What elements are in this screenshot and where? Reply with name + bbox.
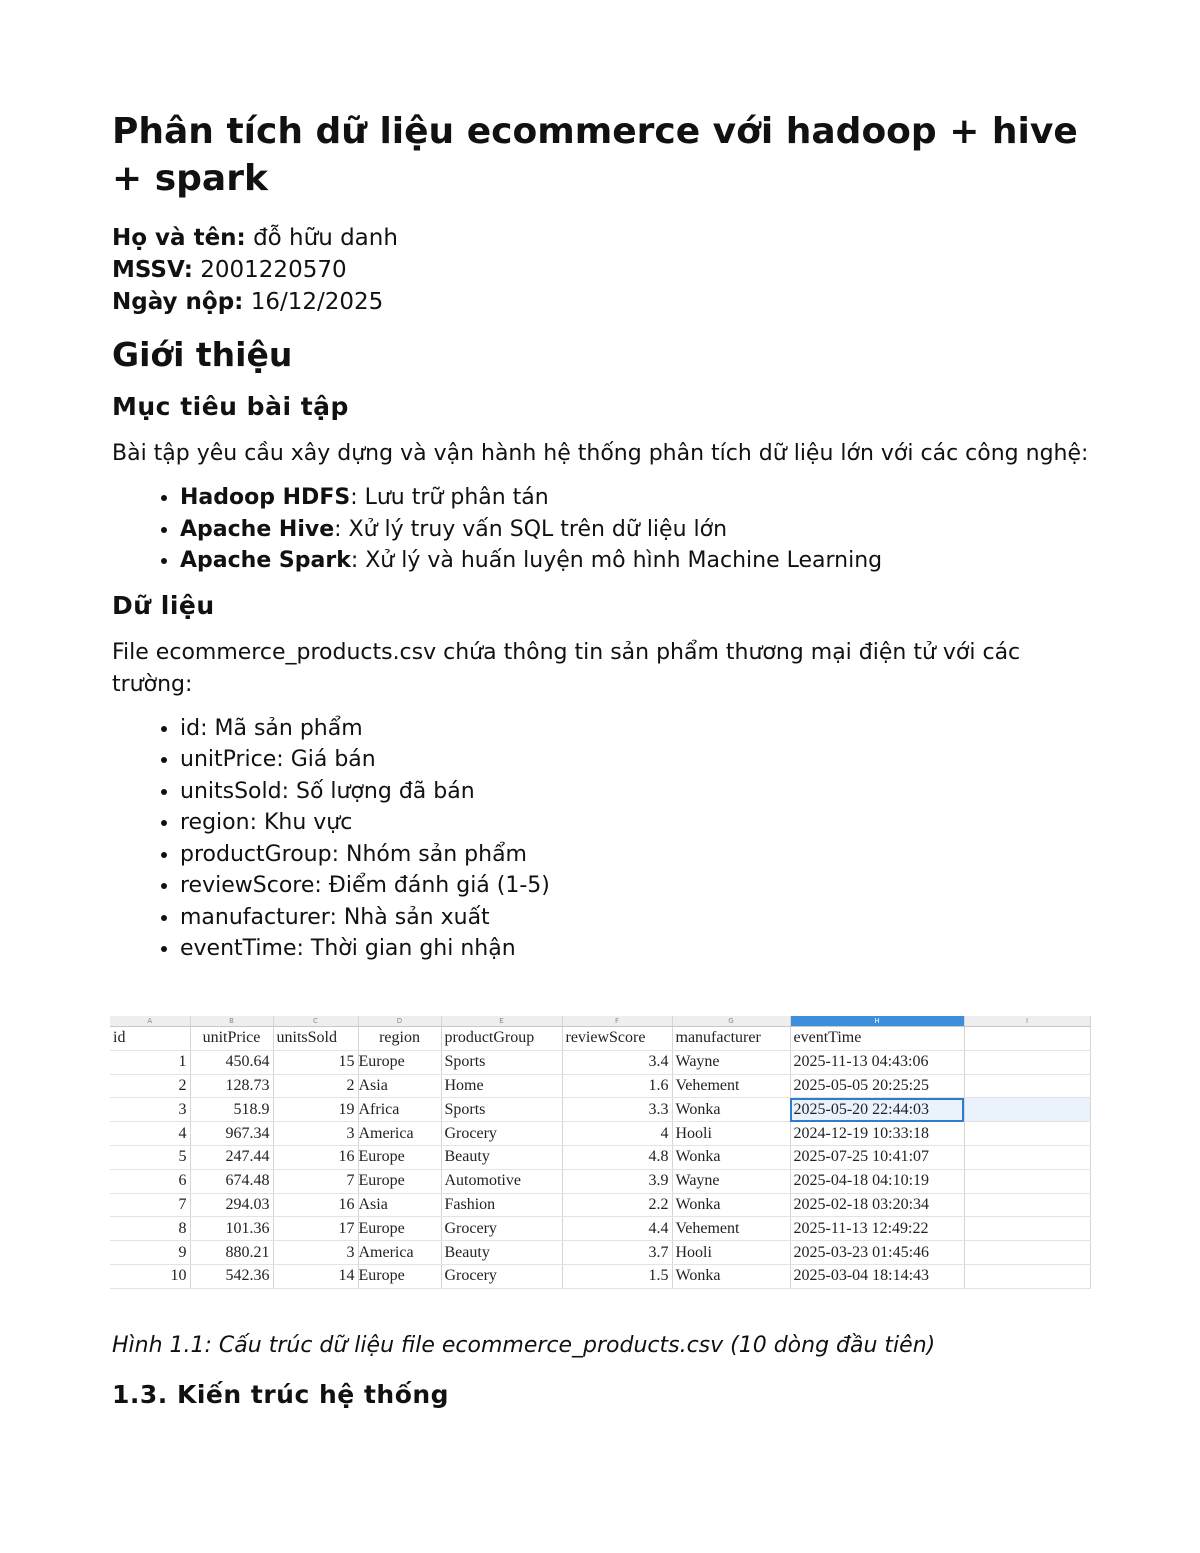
table-cell: Grocery (441, 1264, 562, 1288)
table-cell: 2025-03-04 18:14:43 (790, 1264, 964, 1288)
table-cell: 2.2 (562, 1193, 672, 1217)
data-text: File ecommerce_products.csv chứa thông tin sản phẩm thương mại điện tử với các trường: (112, 639, 1021, 697)
table-cell: 10 (110, 1264, 190, 1288)
table-cell: 3 (273, 1122, 358, 1146)
table-cell: Wonka (672, 1264, 790, 1288)
table-cell: 1.5 (562, 1264, 672, 1288)
table-cell: 16 (273, 1193, 358, 1217)
column-header: region (358, 1027, 441, 1051)
list-item: • region: Khu vực (180, 807, 1092, 839)
tech-desc: : Xử lý và huấn luyện mô hình Machine Learning (350, 548, 883, 573)
column-letter: A (110, 1016, 190, 1027)
table-body (110, 1050, 1090, 1288)
empty-cell (964, 1217, 1090, 1241)
empty-cell (964, 1193, 1090, 1217)
table-row (110, 1074, 1090, 1098)
document-content (112, 108, 1092, 965)
table-cell: Asia (358, 1074, 441, 1098)
column-letter: H (790, 1016, 964, 1027)
column-header: productGroup (441, 1027, 562, 1051)
table-cell: 9 (110, 1241, 190, 1265)
table-cell: Europe (358, 1050, 441, 1074)
list-item: • eventTime: Thời gian ghi nhận (180, 933, 1092, 965)
table-cell: 450.64 (190, 1050, 273, 1074)
column-header: id (110, 1027, 190, 1051)
table-row (110, 1169, 1090, 1193)
table-cell: 2025-07-25 10:41:07 (790, 1145, 964, 1169)
table-cell: 3 (110, 1098, 190, 1122)
tech-name: Apache Spark (180, 548, 351, 573)
data-table (110, 1016, 1091, 1289)
table-cell: Europe (358, 1217, 441, 1241)
empty-cell (964, 1098, 1090, 1122)
column-header: reviewScore (562, 1027, 672, 1051)
list-item (180, 545, 1092, 577)
table-cell: 967.34 (190, 1122, 273, 1146)
table-cell: Wonka (672, 1145, 790, 1169)
empty-cell (964, 1050, 1090, 1074)
table-cell: 4.8 (562, 1145, 672, 1169)
column-letter: D (358, 1016, 441, 1027)
table-cell: Wayne (672, 1169, 790, 1193)
table-cell: 4.4 (562, 1217, 672, 1241)
column-letter: E (441, 1016, 562, 1027)
meta-date (112, 286, 1092, 318)
table-cell: Fashion (441, 1193, 562, 1217)
column-header: manufacturer (672, 1027, 790, 1051)
empty-cell (964, 1241, 1090, 1265)
list-item: • unitPrice: Giá bán (180, 744, 1092, 776)
meta-value: đỗ hữu danh (253, 225, 398, 251)
table-row (110, 1050, 1090, 1074)
column-letter: G (672, 1016, 790, 1027)
table-cell: Home (441, 1074, 562, 1098)
table-cell: 880.21 (190, 1241, 273, 1265)
list-item: • reviewScore: Điểm đánh giá (1-5) (180, 870, 1092, 902)
section-heading-1-3: 1.3. Kiến trúc hệ thống (112, 1380, 450, 1409)
table-cell: 518.9 (190, 1098, 273, 1122)
table-cell: Africa (358, 1098, 441, 1122)
list-item: • id: Mã sản phẩm (180, 713, 1092, 745)
table-cell: Europe (358, 1264, 441, 1288)
table-cell: 5 (110, 1145, 190, 1169)
table-cell: 542.36 (190, 1264, 273, 1288)
table-cell: Wonka (672, 1098, 790, 1122)
table-cell: 2024-12-19 10:33:18 (790, 1122, 964, 1146)
header-row (110, 1027, 1090, 1051)
table-cell: 1.6 (562, 1074, 672, 1098)
meta-id (112, 254, 1092, 286)
table-cell: Hooli (672, 1241, 790, 1265)
column-header: unitsSold (273, 1027, 358, 1051)
table-cell: Asia (358, 1193, 441, 1217)
student-info (112, 222, 1092, 318)
table-cell: 6 (110, 1169, 190, 1193)
table-cell: 8 (110, 1217, 190, 1241)
empty-cell (964, 1264, 1090, 1288)
meta-name (112, 222, 1092, 254)
tech-name: Apache Hive (180, 516, 335, 542)
meta-label: MSSV: (112, 257, 193, 283)
table-cell: 247.44 (190, 1145, 273, 1169)
table-cell: Beauty (441, 1145, 562, 1169)
empty-cell (964, 1145, 1090, 1169)
table-row (110, 1217, 1090, 1241)
empty-cell (964, 1027, 1090, 1051)
empty-cell (964, 1074, 1090, 1098)
column-header: unitPrice (190, 1027, 273, 1051)
table-cell: Vehement (672, 1074, 790, 1098)
table-cell: Vehement (672, 1217, 790, 1241)
table-cell: 3.9 (562, 1169, 672, 1193)
table-cell: 17 (273, 1217, 358, 1241)
goal-text: Bài tập yêu cầu xây dựng và vận hành hệ thống phân tích dữ liệu lớn với các công nghệ: (112, 441, 1089, 466)
data-heading: Dữ liệu (112, 590, 215, 620)
field-list (112, 713, 1092, 965)
table-cell: 101.36 (190, 1217, 273, 1241)
meta-label: Ngày nộp: (112, 289, 244, 315)
table-cell: Europe (358, 1169, 441, 1193)
table-row (110, 1264, 1090, 1288)
table-cell: 2025-11-13 04:43:06 (790, 1050, 964, 1074)
table-cell: America (358, 1241, 441, 1265)
table-row (110, 1193, 1090, 1217)
table-cell: 2025-02-18 03:20:34 (790, 1193, 964, 1217)
table-cell: 16 (273, 1145, 358, 1169)
table-row (110, 1122, 1090, 1146)
table-cell: Sports (441, 1098, 562, 1122)
table-row (110, 1145, 1090, 1169)
table-cell: Hooli (672, 1122, 790, 1146)
table-cell: Europe (358, 1145, 441, 1169)
intro-heading: Giới thiệu (112, 335, 293, 374)
tech-desc: : Xử lý truy vấn SQL trên dữ liệu lớn (334, 516, 728, 542)
table-cell: Grocery (441, 1122, 562, 1146)
column-letter: C (273, 1016, 358, 1027)
table-cell: 2025-05-05 20:25:25 (790, 1074, 964, 1098)
table-cell: Wonka (672, 1193, 790, 1217)
empty-cell (964, 1122, 1090, 1146)
table-cell: Beauty (441, 1241, 562, 1265)
document-title: Phân tích dữ liệu ecommerce với hadoop + hive + spark (112, 111, 1078, 199)
table-cell: America (358, 1122, 441, 1146)
meta-value: 2001220570 (200, 257, 347, 283)
table-cell: 2025-03-23 01:45:46 (790, 1241, 964, 1265)
tech-list (112, 482, 1092, 577)
table-row (110, 1098, 1090, 1122)
empty-cell (964, 1169, 1090, 1193)
column-header: eventTime (790, 1027, 964, 1051)
column-letter: B (190, 1016, 273, 1027)
table-cell: Grocery (441, 1217, 562, 1241)
table-cell: 7 (273, 1169, 358, 1193)
table-cell: 4 (562, 1122, 672, 1146)
column-letter: F (562, 1016, 672, 1027)
list-item (180, 514, 1092, 546)
table-cell: 2025-05-20 22:44:03 (790, 1098, 964, 1122)
table-cell: 2 (110, 1074, 190, 1098)
list-item: • unitsSold: Số lượng đã bán (180, 776, 1092, 808)
list-item (180, 482, 1092, 514)
table-cell: 3.4 (562, 1050, 672, 1074)
table-cell: 294.03 (190, 1193, 273, 1217)
table-cell: 3 (273, 1241, 358, 1265)
table-cell: 4 (110, 1122, 190, 1146)
meta-label: Họ và tên: (112, 225, 246, 251)
table-cell: Wayne (672, 1050, 790, 1074)
table-cell: 14 (273, 1264, 358, 1288)
table-cell: Automotive (441, 1169, 562, 1193)
table-row (110, 1241, 1090, 1265)
table-cell: 15 (273, 1050, 358, 1074)
column-letter: I (964, 1016, 1090, 1027)
list-item: • manufacturer: Nhà sản xuất (180, 902, 1092, 934)
table-cell: 1 (110, 1050, 190, 1074)
table-cell: 7 (110, 1193, 190, 1217)
table-cell: 2025-04-18 04:10:19 (790, 1169, 964, 1193)
table-cell: 19 (273, 1098, 358, 1122)
column-letter-row (110, 1016, 1090, 1027)
table-cell: Sports (441, 1050, 562, 1074)
tech-desc: : Lưu trữ phân tán (350, 485, 549, 510)
table-cell: 128.73 (190, 1074, 273, 1098)
table-cell: 2 (273, 1074, 358, 1098)
list-item: • productGroup: Nhóm sản phẩm (180, 839, 1092, 871)
table-cell: 674.48 (190, 1169, 273, 1193)
spreadsheet-screenshot (110, 1016, 1090, 1285)
tech-name: Hadoop HDFS (180, 485, 351, 510)
table-cell: 2025-11-13 12:49:22 (790, 1217, 964, 1241)
goal-heading: Mục tiêu bài tập (112, 392, 349, 421)
meta-value: 16/12/2025 (250, 289, 384, 315)
table-cell: 3.3 (562, 1098, 672, 1122)
table-cell: 3.7 (562, 1241, 672, 1265)
figure-caption: Hình 1.1: Cấu trúc dữ liệu file ecommerce_products.csv (10 dòng đầu tiên) (112, 1333, 936, 1358)
